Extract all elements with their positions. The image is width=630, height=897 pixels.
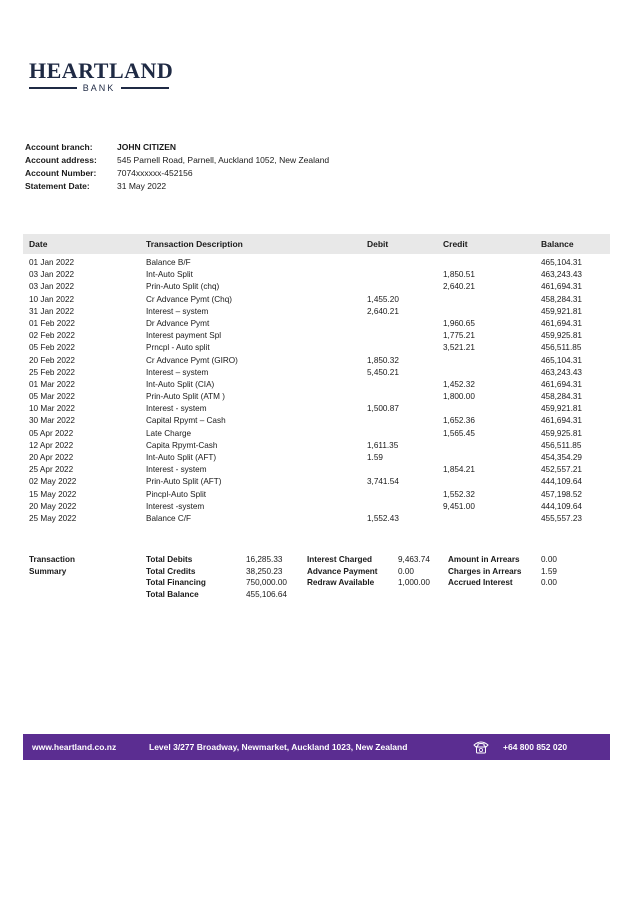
row-debit: 1.59: [367, 453, 383, 462]
total-balance-value: 455,106.64: [246, 589, 287, 599]
row-date: 25 Feb 2022: [29, 367, 75, 377]
charges-in-arrears-value: 1.59: [541, 566, 557, 576]
row-description: Interest -system: [146, 501, 205, 511]
row-description: Prin-Auto Split (chq): [146, 282, 220, 292]
table-row: [23, 342, 610, 354]
row-description: Capital Rpymt – Cash: [146, 416, 226, 426]
row-balance: 456,511.85: [541, 343, 582, 353]
phone-icon: [472, 740, 490, 754]
table-row: [23, 415, 610, 427]
header-balance: Balance: [541, 239, 574, 249]
table-row: [23, 281, 610, 293]
account-address-row: [25, 154, 329, 167]
footer-bar: [23, 734, 610, 760]
row-debit: [367, 379, 443, 391]
logo-rule-right: [121, 87, 169, 89]
footer-website-link[interactable]: www.heartland.co.nz: [32, 742, 117, 752]
row-credit: [443, 513, 541, 525]
header-credit: Credit: [443, 239, 468, 249]
row-balance: 465,104.31: [541, 258, 582, 267]
table-row: [23, 391, 610, 403]
row-credit: [443, 452, 541, 464]
statement-date-value: 31 May 2022: [117, 181, 167, 191]
amount-in-arrears-label: Amount in Arrears: [448, 555, 520, 564]
row-description: Prin-Auto Split (AFT): [146, 477, 222, 487]
table-row: [23, 367, 610, 379]
logo-rule-left: [29, 87, 77, 89]
row-credit: 1,850.51: [443, 270, 475, 280]
row-date: 03 Jan 2022: [29, 270, 75, 280]
row-credit: [443, 294, 541, 306]
account-branch-value: JOHN CITIZEN: [117, 142, 177, 152]
row-debit: [367, 501, 443, 513]
transactions-table: [23, 234, 610, 525]
row-debit: 3,741.54: [367, 477, 399, 487]
statement-date-row: [25, 180, 329, 193]
table-row: [23, 257, 610, 269]
row-date: 02 Feb 2022: [29, 331, 75, 341]
row-balance: 461,694.31: [541, 282, 582, 292]
row-balance: 457,198.52: [541, 489, 582, 499]
row-description: Late Charge: [146, 428, 192, 438]
account-branch-row: [25, 141, 329, 154]
row-date: 20 May 2022: [29, 501, 77, 511]
row-date: 15 May 2022: [29, 489, 77, 499]
table-row: [23, 269, 610, 281]
row-balance: 459,921.81: [541, 404, 582, 414]
row-credit: 1,854.21: [443, 465, 475, 475]
row-debit: [367, 391, 443, 403]
header-description: Transaction Description: [146, 239, 243, 249]
row-balance: 463,243.43: [541, 270, 582, 280]
row-balance: 459,925.81: [541, 331, 582, 341]
row-credit: [443, 476, 541, 488]
total-credits-value: 38,250.23: [246, 566, 283, 576]
row-date: 20 Apr 2022: [29, 453, 74, 462]
total-financing-value: 750,000.00: [246, 578, 287, 587]
row-date: 01 Feb 2022: [29, 318, 75, 328]
accrued-interest-value: 0.00: [541, 578, 557, 587]
logo-bank-text: BANK: [82, 83, 116, 93]
row-date: 20 Feb 2022: [29, 355, 75, 365]
total-debits-label: Total Debits: [146, 555, 193, 564]
row-date: 10 Jan 2022: [29, 294, 75, 304]
total-financing-label: Total Financing: [146, 578, 206, 587]
row-debit: [367, 318, 443, 330]
row-date: 02 May 2022: [29, 477, 77, 487]
row-description: Balance C/F: [146, 513, 192, 523]
redraw-available-label: Redraw Available: [307, 578, 375, 587]
redraw-available-value: 1,000.00: [398, 578, 430, 587]
table-row: [23, 330, 610, 342]
account-address-value: 545 Parnell Road, Parnell, Auckland 1052, New Zealand: [117, 155, 330, 165]
logo-name: HEARTLAND: [29, 58, 174, 83]
table-row: [23, 452, 610, 464]
row-debit: [367, 257, 443, 269]
row-credit: 1,800.00: [443, 392, 475, 402]
row-balance: 459,925.81: [541, 428, 582, 438]
row-balance: 458,284.31: [541, 392, 582, 402]
charges-in-arrears-label: Charges in Arrears: [448, 566, 522, 576]
row-debit: [367, 269, 443, 281]
interest-charged-label: Interest Charged: [307, 555, 373, 564]
row-credit: [443, 440, 541, 452]
row-date: 31 Jan 2022: [29, 306, 75, 316]
amount-in-arrears-value: 0.00: [541, 555, 557, 564]
row-date: 03 Jan 2022: [29, 282, 75, 292]
row-debit: 1,455.20: [367, 294, 399, 304]
row-credit: [443, 306, 541, 318]
total-credits-label: Total Credits: [146, 566, 196, 576]
row-description: Interest – system: [146, 306, 209, 316]
row-description: Capita Rpymt-Cash: [146, 440, 218, 450]
row-debit: 2,640.21: [367, 306, 399, 316]
table-row: [23, 379, 610, 391]
row-date: 25 May 2022: [29, 513, 77, 523]
row-credit: [443, 355, 541, 367]
table-row: [23, 464, 610, 476]
row-balance: 461,694.31: [541, 318, 582, 328]
row-credit: 3,521.21: [443, 343, 475, 353]
logo-sub: [29, 83, 169, 93]
table-row: [23, 294, 610, 306]
row-credit: [443, 367, 541, 379]
table-row: [23, 513, 610, 525]
row-balance: 444,109.64: [541, 477, 582, 487]
row-debit: [367, 428, 443, 440]
row-date: 01 Mar 2022: [29, 379, 75, 389]
row-description: Interest payment Spl: [146, 331, 222, 341]
row-balance: 452,557.21: [541, 465, 582, 475]
row-description: Interest - system: [146, 404, 207, 414]
row-description: Interest – system: [146, 367, 209, 377]
account-number-row: [25, 167, 329, 180]
row-description: Cr Advance Pymt (Chq): [146, 294, 232, 304]
row-balance: 463,243.43: [541, 367, 582, 377]
row-date: 05 Apr 2022: [29, 428, 74, 438]
row-debit: 1,611.35: [367, 440, 399, 450]
summary-title-line2: Summary: [29, 566, 67, 576]
row-balance: 465,104.31: [541, 355, 582, 365]
row-credit: 1,452.32: [443, 379, 475, 389]
advance-payment-label: Advance Payment: [307, 566, 378, 576]
table-row: [23, 428, 610, 440]
row-description: Prncpl - Auto split: [146, 343, 210, 353]
row-debit: [367, 342, 443, 354]
row-debit: 1,500.87: [367, 404, 399, 414]
row-date: 10 Mar 2022: [29, 404, 75, 414]
row-balance: 444,109.64: [541, 501, 582, 511]
row-credit: 2,640.21: [443, 282, 475, 292]
table-row: [23, 476, 610, 488]
accrued-interest-label: Accrued Interest: [448, 578, 513, 587]
row-credit: 9,451.00: [443, 501, 475, 511]
row-credit: [443, 403, 541, 415]
row-debit: [367, 464, 443, 476]
table-row: [23, 403, 610, 415]
table-body: [23, 254, 610, 525]
row-date: 05 Mar 2022: [29, 392, 75, 402]
row-credit: 1,565.45: [443, 428, 475, 438]
row-debit: 5,450.21: [367, 367, 399, 377]
row-description: Int-Auto Split (CIA): [146, 379, 215, 389]
row-balance: 459,921.81: [541, 306, 582, 316]
table-row: [23, 306, 610, 318]
header-debit: Debit: [367, 239, 389, 249]
advance-payment-value: 0.00: [398, 566, 414, 576]
table-row: [23, 501, 610, 513]
row-debit: [367, 489, 443, 501]
header-date: Date: [29, 239, 48, 249]
interest-charged-value: 9,463.74: [398, 555, 430, 564]
statement-date-label: Statement Date:: [25, 181, 90, 191]
row-balance: 454,354.29: [541, 453, 582, 462]
row-balance: 456,511.85: [541, 440, 582, 450]
row-credit: 1,775.21: [443, 331, 475, 341]
row-debit: [367, 415, 443, 427]
account-number-label: Account Number:: [25, 168, 97, 178]
table-row: [23, 318, 610, 330]
row-credit: 1,552.32: [443, 489, 475, 499]
row-date: 12 Apr 2022: [29, 440, 74, 450]
table-header: [23, 234, 610, 254]
account-address-label: Account address:: [25, 155, 97, 165]
footer-address: Level 3/277 Broadway, Newmarket, Auckland 1023, New Zealand: [149, 742, 408, 752]
row-description: Dr Advance Pymt: [146, 318, 210, 328]
row-description: Cr Advance Pymt (GIRO): [146, 355, 238, 365]
row-description: Int-Auto Split (AFT): [146, 453, 217, 462]
row-debit: 1,552.43: [367, 513, 399, 523]
row-description: Balance B/F: [146, 258, 191, 267]
row-date: 01 Jan 2022: [29, 258, 75, 267]
account-branch-label: Account branch:: [25, 142, 93, 152]
row-description: Interest - system: [146, 465, 207, 475]
row-debit: 1,850.32: [367, 355, 399, 365]
row-description: Prin-Auto Split (ATM ): [146, 392, 226, 402]
account-details: [25, 141, 329, 193]
total-debits-value: 16,285.33: [246, 555, 283, 564]
row-balance: 458,284.31: [541, 294, 582, 304]
row-date: 25 Apr 2022: [29, 465, 74, 475]
row-debit: [367, 281, 443, 293]
row-debit: [367, 330, 443, 342]
total-balance-label: Total Balance: [146, 589, 199, 599]
summary-title-line1: Transaction: [29, 555, 75, 564]
table-row: [23, 355, 610, 367]
row-date: 30 Mar 2022: [29, 416, 75, 426]
row-balance: 461,694.31: [541, 416, 582, 426]
row-description: Pincpl-Auto Split: [146, 489, 207, 499]
row-credit: 1,960.65: [443, 318, 475, 328]
footer-phone[interactable]: +64 800 852 020: [503, 742, 568, 752]
row-date: 05 Feb 2022: [29, 343, 75, 353]
bank-logo: [29, 58, 174, 93]
row-credit: [443, 257, 541, 269]
row-credit: 1,652.36: [443, 416, 475, 426]
account-number-value: 7074xxxxxx-452156: [117, 168, 193, 178]
table-row: [23, 489, 610, 501]
row-balance: 461,694.31: [541, 379, 582, 389]
table-row: [23, 440, 610, 452]
row-description: Int-Auto Split: [146, 270, 193, 280]
transaction-summary: [29, 554, 589, 604]
row-balance: 455,557.23: [541, 513, 582, 523]
